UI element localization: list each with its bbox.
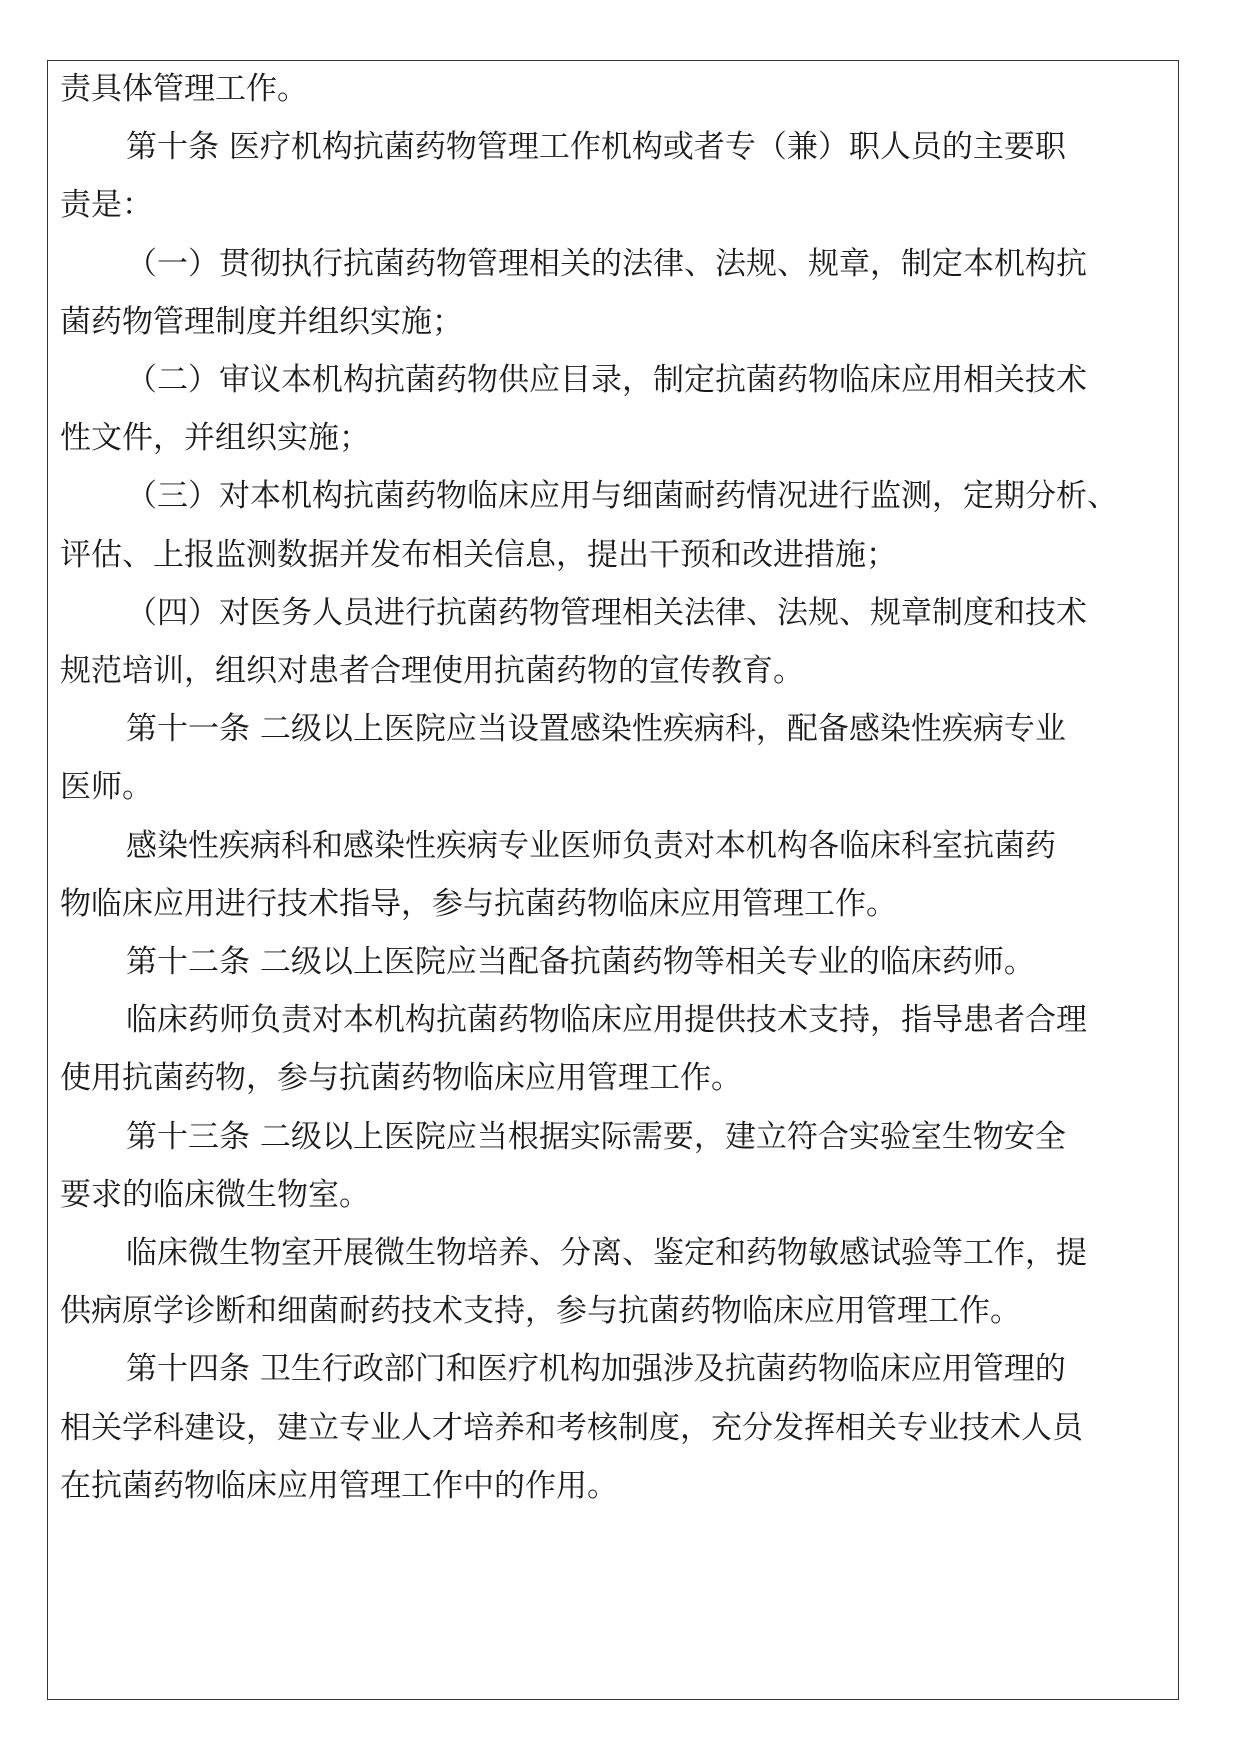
document-line: 规范培训，组织对患者合理使用抗菌药物的宣传教育。 bbox=[60, 653, 804, 689]
document-line: 第十二条 二级以上医院应当配备抗菌药物等相关专业的临床药师。 bbox=[126, 944, 1035, 980]
document-line: （三）对本机构抗菌药物临床应用与细菌耐药情况进行监测，定期分析、 bbox=[126, 478, 1118, 515]
document-line: 物临床应用进行技术指导，参与抗菌药物临床应用管理工作。 bbox=[60, 885, 897, 922]
document-line: 菌药物管理制度并组织实施； bbox=[60, 303, 463, 340]
document-line: 责是： bbox=[60, 187, 153, 224]
document-line: 性文件，并组织实施； bbox=[60, 420, 370, 457]
document-line: 临床药师负责对本机构抗菌药物临床应用提供技术支持，指导患者合理 bbox=[126, 1002, 1087, 1039]
document-line: 临床微生物室开展微生物培养、分离、鉴定和药物敏感试验等工作，提 bbox=[126, 1235, 1087, 1271]
document-line: 第十条 医疗机构抗菌药物管理工作机构或者专（兼）职人员的主要职 bbox=[126, 129, 1066, 166]
document-line: 第十四条 卫生行政部门和医疗机构加强涉及抗菌药物临床应用管理的 bbox=[126, 1351, 1066, 1388]
document-line: 供病原学诊断和细菌耐药技术支持，参与抗菌药物临床应用管理工作。 bbox=[60, 1293, 1021, 1330]
document-line: （四）对医务人员进行抗菌药物管理相关法律、法规、规章制度和技术 bbox=[126, 594, 1087, 631]
document-line: 第十一条 二级以上医院应当设置感染性疾病科，配备感染性疾病专业 bbox=[126, 711, 1066, 748]
document-line: 要求的临床微生物室。 bbox=[60, 1176, 370, 1213]
document-line: 第十三条 二级以上医院应当根据实际需要，建立符合实验室生物安全 bbox=[126, 1118, 1066, 1155]
document-line: 责具体管理工作。 bbox=[60, 71, 308, 107]
document-line: （二）审议本机构抗菌药物供应目录，制定抗菌药物临床应用相关技术 bbox=[126, 362, 1087, 398]
document-line: 感染性疾病科和感染性疾病专业医师负责对本机构各临床科室抗菌药 bbox=[126, 827, 1056, 864]
document-line: 使用抗菌药物，参与抗菌药物临床应用管理工作。 bbox=[60, 1060, 742, 1097]
document-line: 在抗菌药物临床应用管理工作中的作用。 bbox=[60, 1467, 618, 1504]
document-line: 相关学科建设，建立专业人才培养和考核制度，充分发挥相关专业技术人员 bbox=[60, 1409, 1083, 1446]
document-line: （一）贯彻执行抗菌药物管理相关的法律、法规、规章，制定本机构抗 bbox=[126, 245, 1087, 282]
document-line: 评估、上报监测数据并发布相关信息，提出干预和改进措施； bbox=[60, 536, 897, 573]
document-line: 医师。 bbox=[60, 769, 153, 806]
